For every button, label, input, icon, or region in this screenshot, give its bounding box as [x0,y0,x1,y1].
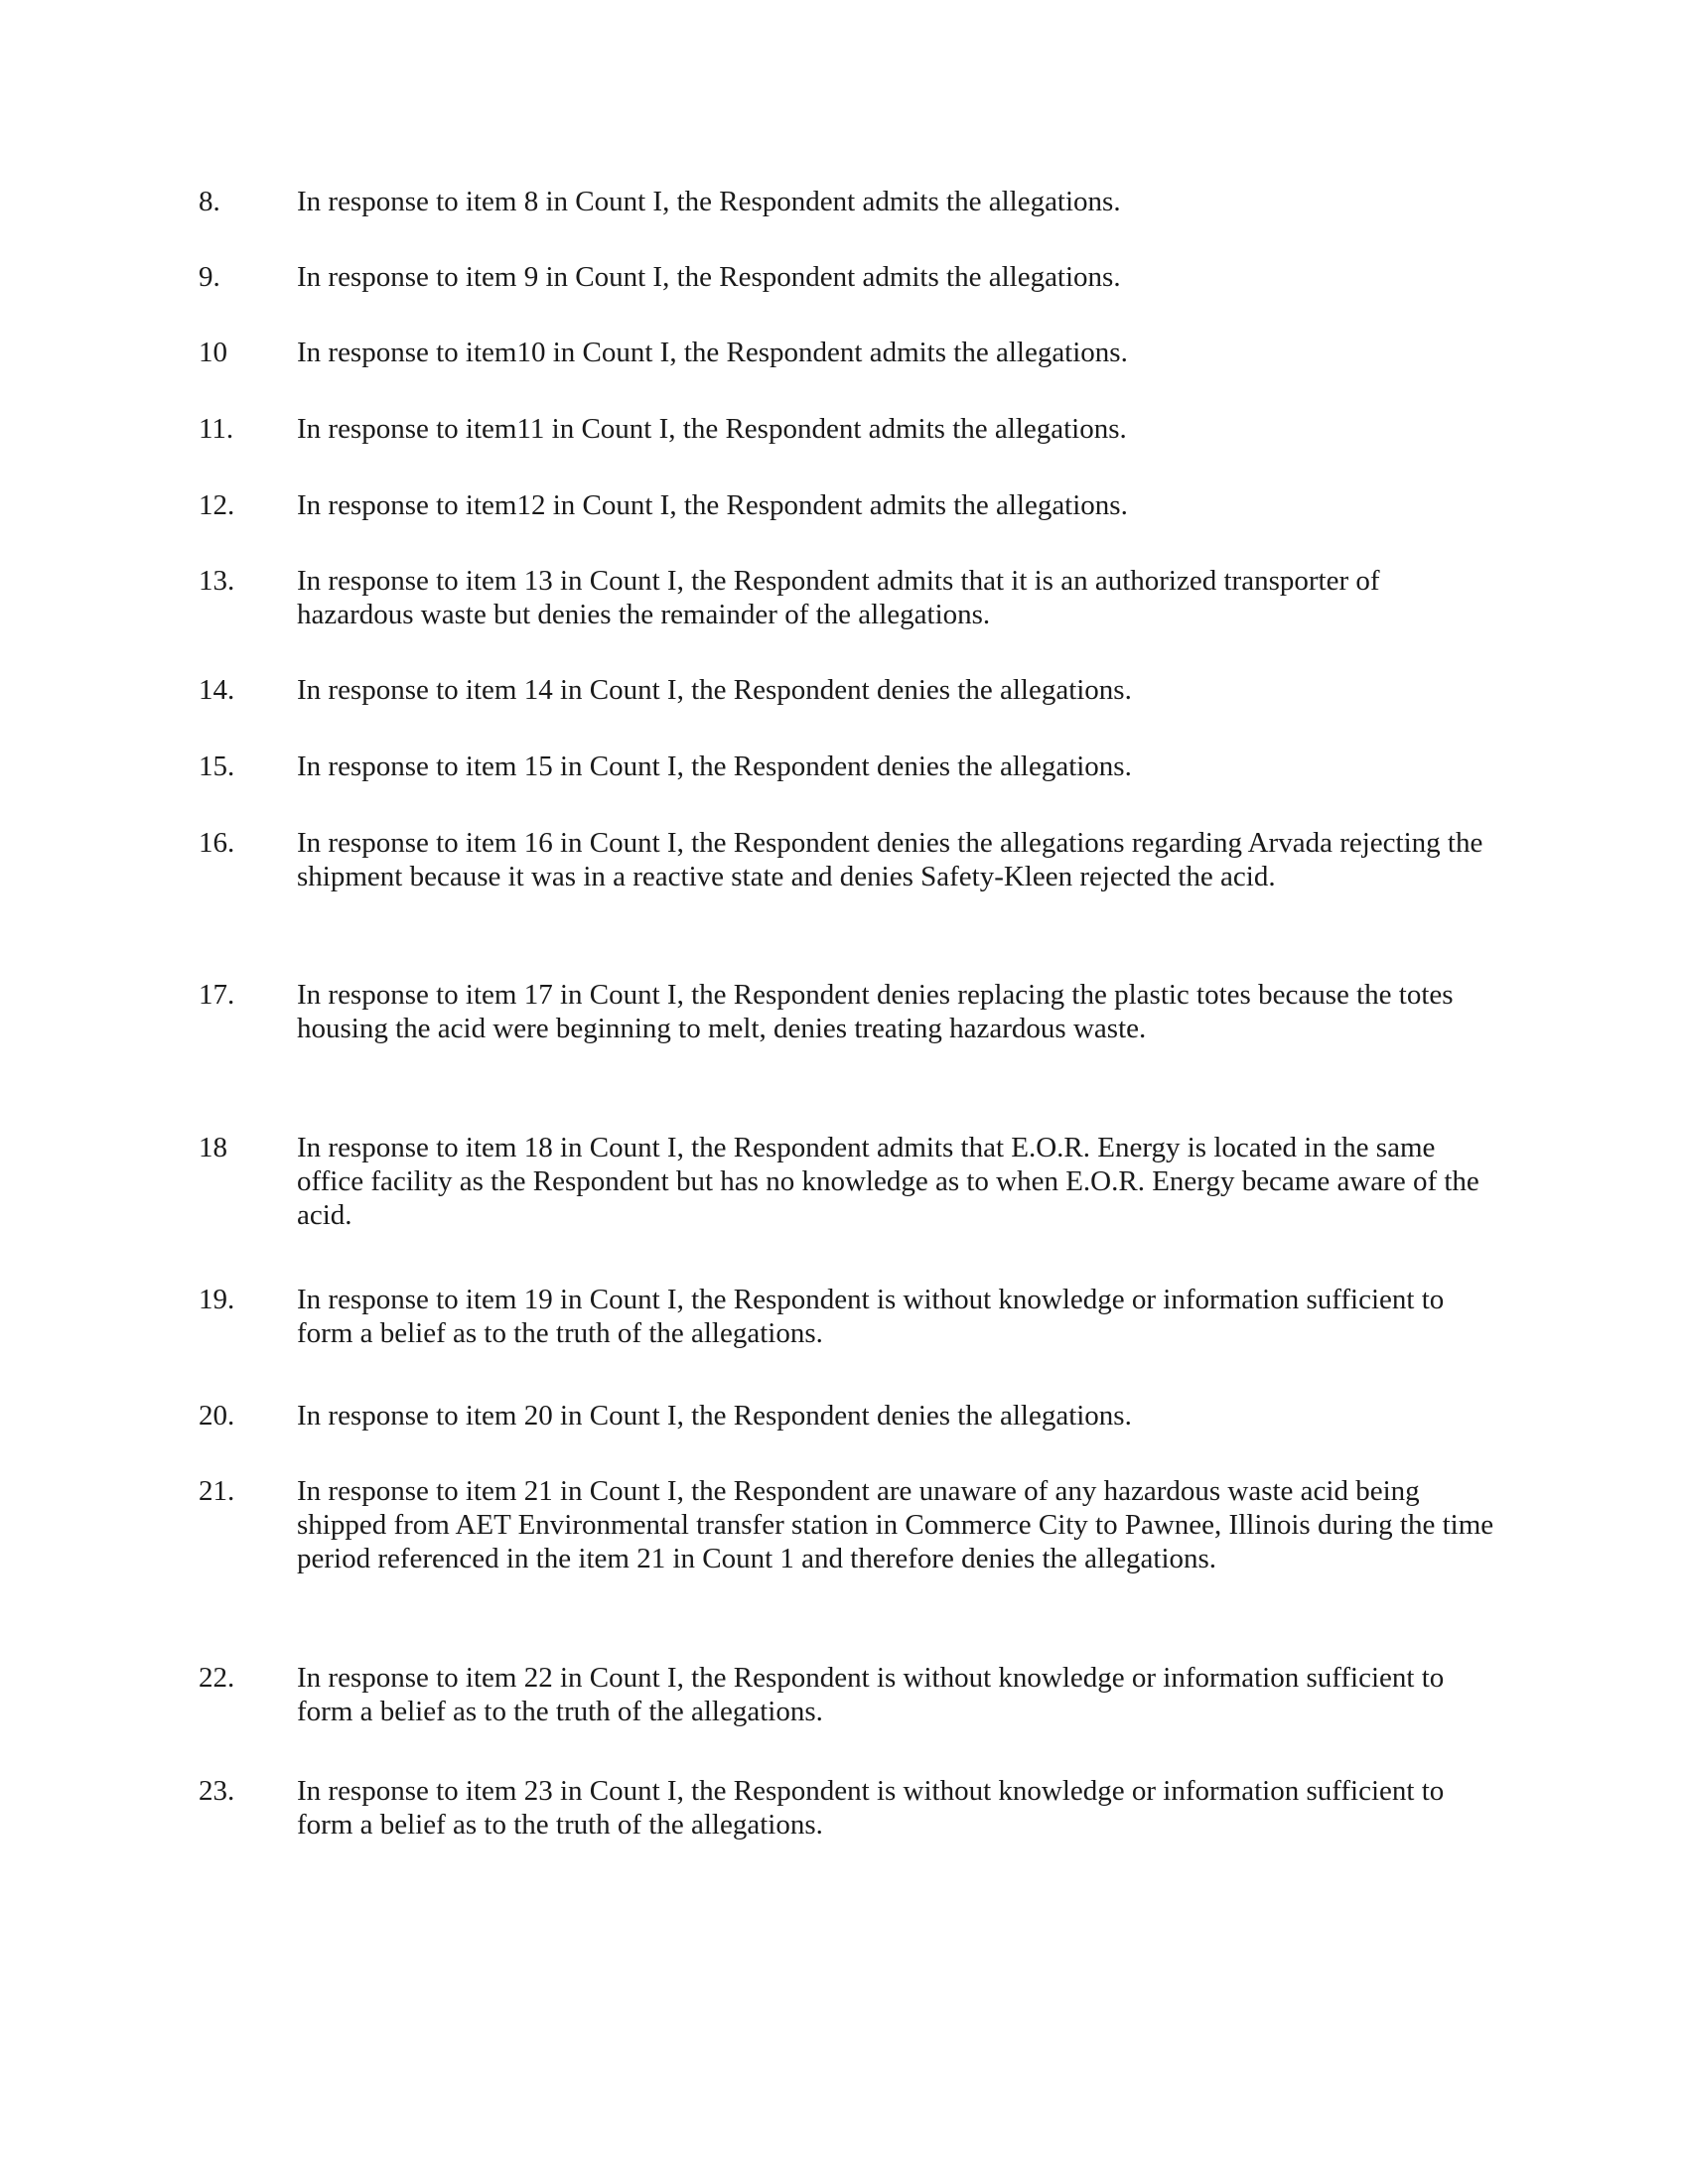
item-text: In response to item 14 in Count I, the Respondent denies the allegations. [297,674,1132,706]
item-number: 13. [199,565,235,597]
item-text: In response to item 23 in Count I, the Respondent is without knowledge or information sufficient to form a belief as to the truth of the allegations. [297,1775,1445,1841]
item-number: 21. [199,1475,235,1507]
item-text: In response to item 19 in Count I, the Respondent is without knowledge or information sufficient to form a belief as to the truth of the allegations. [297,1284,1445,1349]
item-number: 10 [199,337,227,368]
item-number: 20. [199,1400,235,1432]
item-number: 12. [199,489,235,521]
item-number: 23. [199,1775,235,1807]
item-number: 14. [199,674,235,706]
item-text: In response to item 18 in Count I, the Respondent admits that E.O.R. Energy is located in the same office facility as the Respondent but has no knowledge as to when E.O.R. Energy became aware of the acid. [297,1132,1479,1231]
item-text: In response to item 16 in Count I, the Respondent denies the allegations regarding Arvada rejecting the shipment because it was in a reactive state and denies Safety-Kleen rejected the acid. [297,827,1483,892]
item-text: In response to item 17 in Count I, the Respondent denies replacing the plastic totes because the totes housing the acid were beginning to melt, denies treating hazardous waste. [297,979,1454,1044]
item-text: In response to item 21 in Count I, the Respondent are unaware of any hazardous waste acid being shipped from AET Environmental transfer station in Commerce City to Pawnee, Illinois during the time period referenced in the item 21 in Count 1 and therefore denies the allegations. [297,1475,1494,1574]
item-text: In response to item 20 in Count I, the Respondent denies the allegations. [297,1400,1132,1432]
item-text: In response to item11 in Count I, the Respondent admits the allegations. [297,413,1127,445]
item-number: 19. [199,1284,235,1315]
item-text: In response to item 9 in Count I, the Respondent admits the allegations. [297,261,1121,293]
item-text: In response to item 13 in Count I, the Respondent admits that it is an authorized transporter of hazardous waste but denies the remainder of the allegations. [297,565,1380,630]
item-number: 18 [199,1132,227,1163]
item-number: 15. [199,751,235,782]
item-number: 9. [199,261,220,293]
item-text: In response to item 22 in Count I, the Respondent is without knowledge or information sufficient to form a belief as to the truth of the allegations. [297,1662,1445,1727]
item-text: In response to item12 in Count I, the Respondent admits the allegations. [297,489,1128,521]
item-number: 11. [199,413,234,445]
item-text: In response to item10 in Count I, the Respondent admits the allegations. [297,337,1128,368]
item-number: 16. [199,827,235,859]
item-number: 17. [199,979,235,1011]
item-text: In response to item 15 in Count I, the Respondent denies the allegations. [297,751,1132,782]
item-number: 8. [199,186,220,217]
item-text: In response to item 8 in Count I, the Respondent admits the allegations. [297,186,1121,217]
item-number: 22. [199,1662,235,1694]
